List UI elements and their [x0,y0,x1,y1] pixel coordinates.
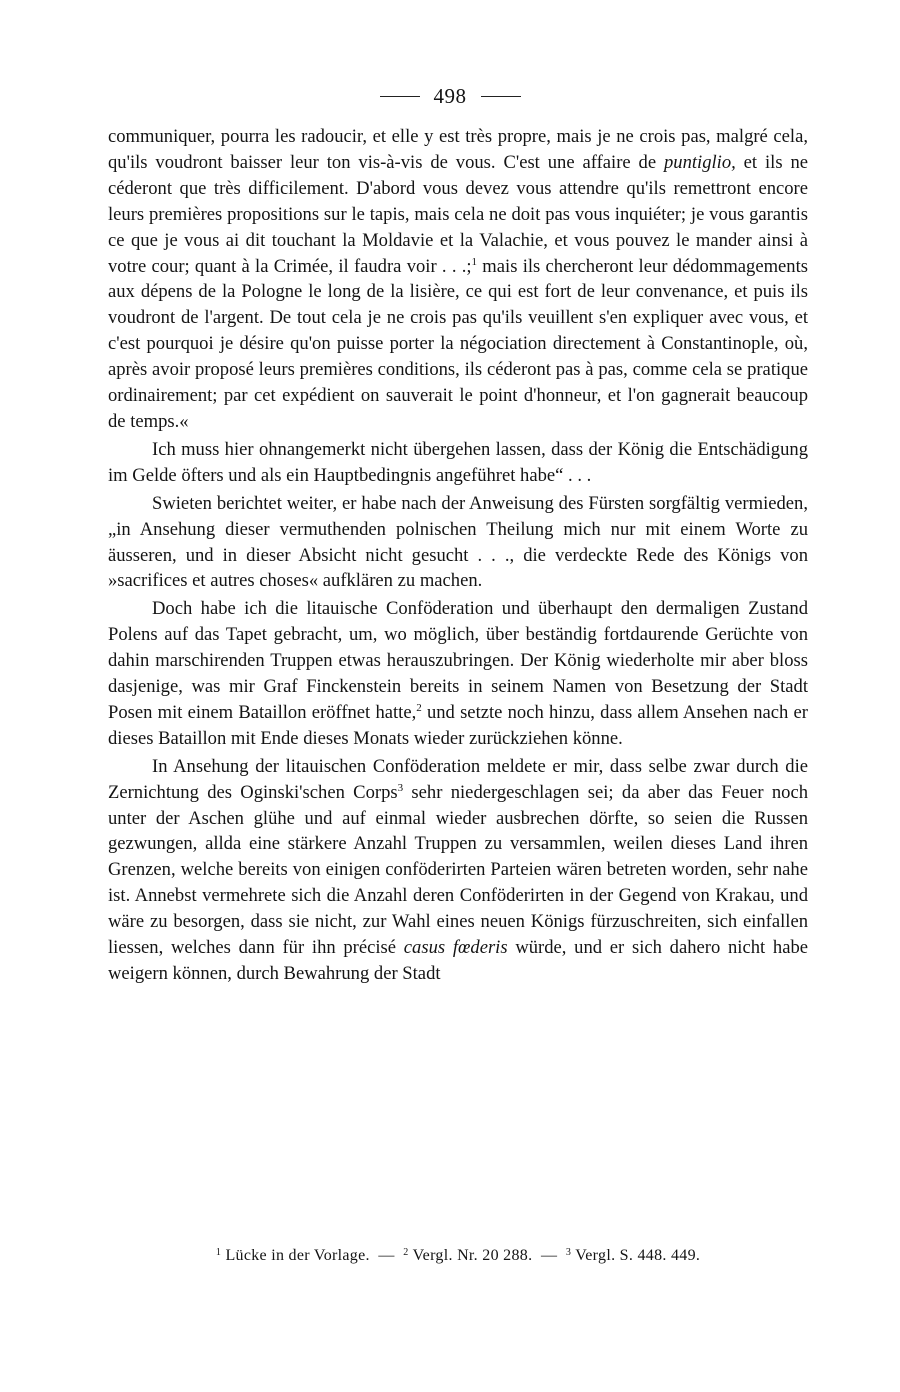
footnote-separator: — [369,1247,404,1264]
header-rule-left [380,96,420,97]
footnote-mark: 3 [565,1247,572,1258]
paragraph-p3 [108,491,808,595]
paragraph-p5 [108,754,808,987]
text-run: Swieten berichtet weiter, er habe nach der Anweisung des Fürsten sorgfältig vermieden, „in Ansehung dieser vermuthenden polnischen Theilung mich nur mit einem Worte zu äusseren, und in dieser Absicht nicht gesucht . . ., die verdeckte Rede des Königs von »sacrifices et autres choses« aufklären zu machen. [108,492,808,592]
header-rule-right [481,96,521,97]
footnote-text: Vergl. S. 448. 449. [571,1247,701,1264]
footnote-ref: 1 [471,255,478,268]
page-header [0,84,900,109]
text-run: sehr niedergeschlagen sei; da aber das Feuer noch unter der Aschen glühe und auf einmal wieder ausbrechen dörfte, so seien die Russen gezwungen, allda eine stärkere Anzahl Truppen zu versammlen, weilen dieses Land ihren Grenzen, welche bereits von einigen conföderirten Parteien wären betreten worden, sehr nahe ist. Annebst vermehrete sich die Anzahl deren Conföderirten in der Gegend von Krakau, und wäre zu besorgen, dass sie nicht, zur Wahl eines neuen Königs fürzuschreiten, sich einfallen liessen, welches dann für ihn précisé [108,781,808,959]
paragraph-p4 [108,596,808,751]
text-run: In Ansehung der litauischen Conföderation meldete er mir, dass selbe zwar durch die Zernichtung des Oginski'schen Corps [108,755,808,803]
footnote-item [566,1247,700,1264]
footnotes [108,1247,808,1265]
text-run: communiquer, pourra les radoucir, et elle y est très propre, mais je ne crois pas, malgré cela, qu'ils voudront baisser leur ton vis-à-vis de vous. C'est une affaire de [108,126,808,173]
text-run: würde, und er sich dahero nicht habe weigern können, durch Bewahrung der Stadt [108,937,808,984]
footnote-ref: 2 [416,701,422,714]
text-run: mais ils chercheront leur dédommagements aux dépens de la Pologne le long de la lisière, ce qui est fort de leur convenance, et puis ils voudront de l'argent. De tout cela je ne crois pas qu'ils veuillent s'en expliquer avec vous, et c'est pourquoi je désire qu'on puisse porter la négociation directement à Constantinople, où, après avoir proposé leurs premières conditions, ils céderont pas à pas, comme cela se pratique ordinairement; par cet expédient on sauverait le point d'honneur, et l'on gagnerait beaucoup de temps.« [108,255,808,432]
body-text [108,124,808,987]
text-run: Doch habe ich die litauische Conföderation und überhaupt den dermaligen Zustand Polens auf das Tapet gebracht, um, wo möglich, über beständig fortdaurende Gerüchte von dahin marschirenden Truppen etwas herauszubringen. Der König wiederholte mir aber bloss dasjenige, was mir Graf Finckenstein bereits in seinem Namen von Besetzung der Stadt Posen mit einem Bataillon eröffnet hatte, [108,598,808,723]
footnote-ref: 3 [397,781,404,794]
page-number: 498 [433,84,467,108]
footnote-separator: — [532,1247,566,1264]
footnote-mark: 2 [403,1247,409,1258]
paragraph-p1 [108,124,808,435]
italic-text: casus fœderis [403,937,508,959]
footnote-text: Lücke in der Vorlage. [221,1247,370,1264]
footnote-text: Vergl. Nr. 20 288. [408,1247,533,1264]
footnote-item [216,1247,370,1264]
italic-text: puntiglio, [663,151,736,173]
footnote-item [403,1247,532,1264]
text-run: Ich muss hier ohnangemerkt nicht übergehen lassen, dass der König die Entschädigung im Gelde öfters und als ein Hauptbedingnis angeführet habe“ . . . [108,438,808,486]
text-run: et ils ne céderont que très difficilement. D'abord vous devez vous attendre qu'ils remettront encore leurs premières propositions sur le tapis, mais cela ne doit pas vous inquiéter; je vous garantis ce que je vous ai dit touchant la Moldavie et la Valachie, et vous pouvez le mander ainsi à votre cour; quant à la Crimée, il faudra voir . . .; [108,151,808,277]
footnote-mark: 1 [215,1247,222,1258]
paragraph-p2 [108,437,808,489]
text-run: und setzte noch hinzu, dass allem Ansehen nach er dieses Bataillon mit Ende dieses Monats wieder zurückziehen könne. [108,701,808,749]
